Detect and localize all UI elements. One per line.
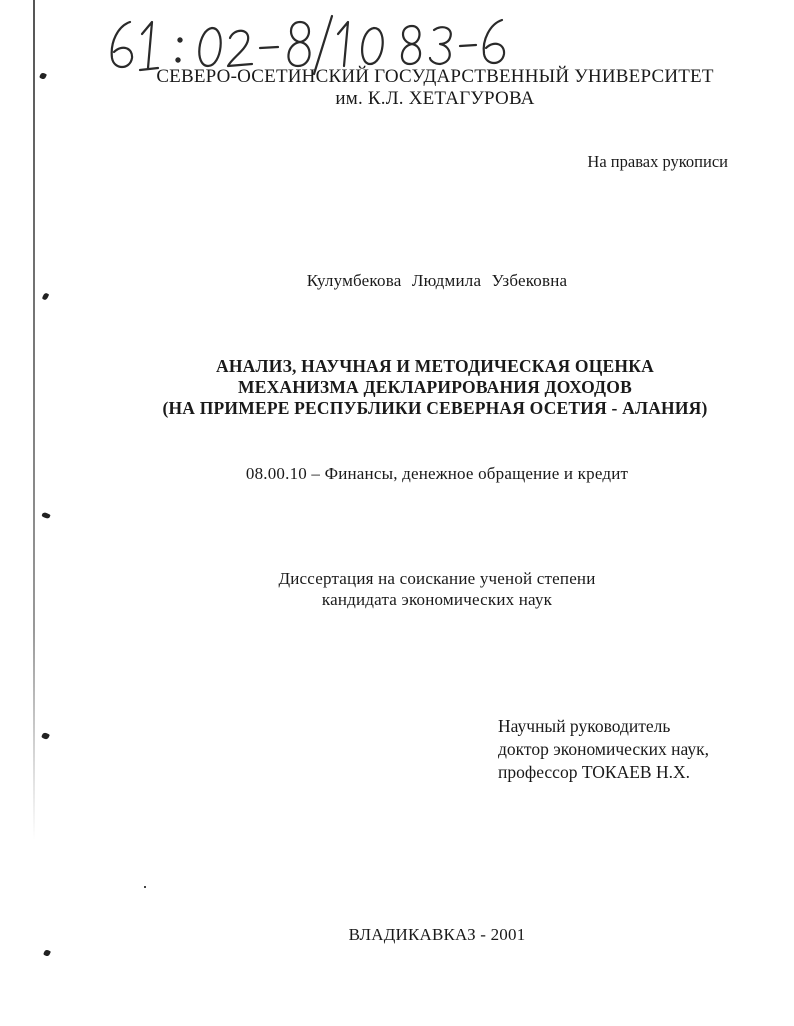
university-name: СЕВЕРО-ОСЕТИНСКИЙ ГОСУДАРСТВЕННЫЙ УНИВЕРСИТЕТ (156, 66, 714, 87)
binding-hole-mark (41, 732, 50, 740)
degree-line-1: Диссертация на соискание ученой степени (278, 569, 596, 588)
binding-hole-mark (42, 292, 49, 300)
manuscript-note: На правах рукописи (587, 152, 728, 171)
supervisor-degree: доктор экономических наук, (498, 739, 709, 759)
supervisor-block (498, 715, 709, 784)
university-header (38, 66, 794, 110)
specialty-code: 08.00.10 – Финансы, денежное обращение и кредит (245, 464, 629, 483)
degree-line-2: кандидата экономических наук (321, 590, 553, 609)
scan-speck (144, 886, 146, 888)
scan-binding-edge (33, 0, 35, 840)
degree-statement (40, 568, 794, 610)
binding-hole-mark (41, 512, 50, 520)
university-named-after: им. К.Л. ХЕТАГУРОВА (335, 88, 535, 109)
title-line-2: МЕХАНИЗМА ДЕКЛАРИРОВАНИЯ ДОХОДОВ (238, 377, 632, 397)
title-line-1: АНАЛИЗ, НАУЧНАЯ И МЕТОДИЧЕСКАЯ ОЦЕНКА (216, 356, 654, 376)
city-year: ВЛАДИКАВКАЗ - 2001 (348, 925, 526, 944)
title-line-3: (НА ПРИМЕРЕ РЕСПУБЛИКИ СЕВЕРНАЯ ОСЕТИЯ - АЛАНИЯ) (162, 398, 708, 418)
author-name: Кулумбекова Людмила Узбековна (306, 271, 568, 290)
supervisor-name: профессор ТОКАЕВ Н.Х. (498, 762, 690, 782)
supervisor-role: Научный руководитель (498, 716, 671, 736)
binding-hole-mark (43, 949, 51, 957)
dissertation-title (38, 356, 794, 419)
archive-code-text (0, 0, 1, 1)
